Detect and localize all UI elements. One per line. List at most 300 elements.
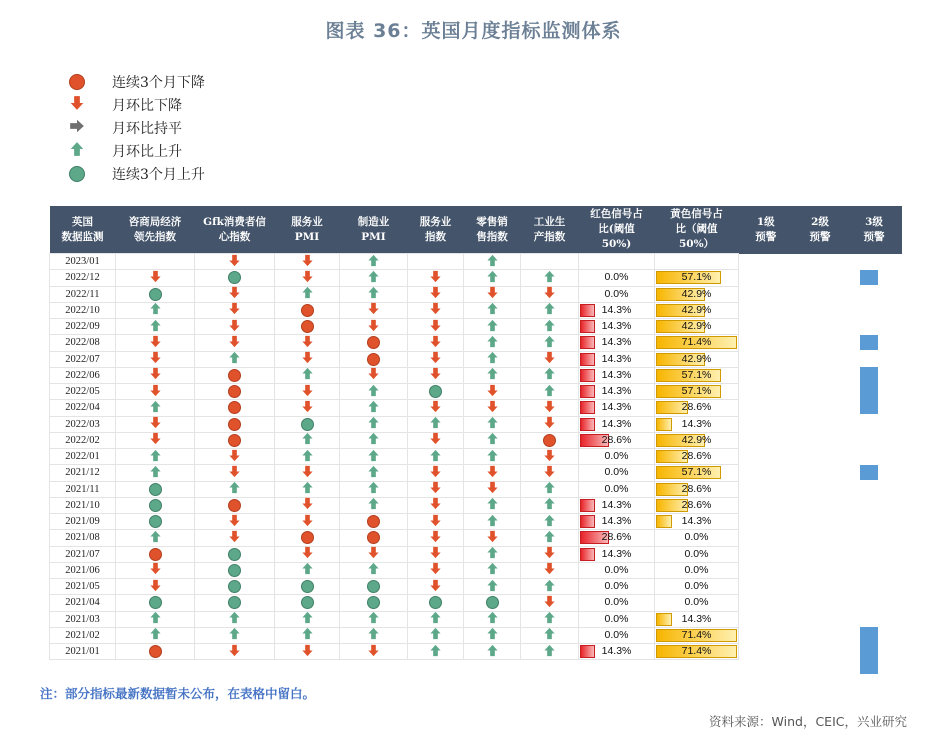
green-circle-icon <box>228 580 241 593</box>
signal-cell <box>275 611 340 627</box>
level3-warning-cell <box>847 384 902 400</box>
down-arrow-icon <box>429 302 442 318</box>
column-header-line: 2级 <box>811 215 829 228</box>
signal-cell <box>521 562 579 578</box>
down-arrow-icon <box>301 514 314 530</box>
signal-cell <box>195 432 275 448</box>
down-arrow-icon <box>367 319 380 335</box>
signal-cell <box>464 449 521 465</box>
red-share-cell <box>579 562 655 578</box>
signal-cell <box>116 302 195 318</box>
up-arrow-icon <box>543 627 556 643</box>
signal-cell <box>521 497 579 513</box>
signal-cell <box>275 319 340 335</box>
red-share-cell <box>579 351 655 367</box>
down-arrow-icon <box>228 530 241 546</box>
table-row <box>50 270 902 286</box>
green-circle-icon <box>367 580 380 593</box>
signal-cell <box>275 644 340 660</box>
month-cell: 2021/10 <box>50 497 116 513</box>
legend-label: 连续3个月下降 <box>112 74 205 91</box>
level3-warning-cell <box>847 481 902 497</box>
up-arrow-icon <box>543 367 556 383</box>
level3-warning-cell <box>847 562 902 578</box>
yellow-share-bar-label: 71.4% <box>681 336 712 349</box>
legend-label: 月环比下降 <box>112 97 182 114</box>
up-arrow-icon <box>149 449 162 465</box>
signal-cell <box>464 351 521 367</box>
yellow-share-bar-label: 57.1% <box>681 271 712 284</box>
signal-cell <box>464 319 521 335</box>
green-circle-icon <box>149 596 162 609</box>
up-arrow-icon <box>486 319 499 335</box>
signal-cell <box>340 254 408 270</box>
yellow-share-bar-label: 0.0% <box>684 580 709 593</box>
signal-cell <box>464 335 521 351</box>
signal-cell <box>275 254 340 270</box>
table-row <box>50 351 902 367</box>
signal-cell <box>464 481 521 497</box>
down-arrow-icon <box>301 546 314 562</box>
down-arrow-icon <box>429 400 442 416</box>
table-row <box>50 335 902 351</box>
signal-cell <box>464 465 521 481</box>
signal-cell <box>521 465 579 481</box>
signal-cell <box>408 319 464 335</box>
up-arrow-icon <box>301 432 314 448</box>
signal-cell <box>521 302 579 318</box>
yellow-share-bar-label: 28.6% <box>681 482 712 495</box>
up-arrow-icon <box>486 611 499 627</box>
signal-cell <box>408 644 464 660</box>
month-cell: 2021/09 <box>50 514 116 530</box>
legend-label: 连续3个月上升 <box>112 166 205 183</box>
down-arrow-icon <box>301 497 314 513</box>
signal-cell <box>521 514 579 530</box>
yellow-share-bar-label: 28.6% <box>681 450 712 463</box>
down-arrow-icon <box>486 481 499 497</box>
green-circle-icon <box>367 596 380 609</box>
up-arrow-icon <box>486 351 499 367</box>
level1-warning-cell <box>739 465 794 481</box>
green-circle-icon <box>429 596 442 609</box>
level3-warning-cell <box>847 367 902 383</box>
signal-cell <box>340 579 408 595</box>
table-row <box>50 449 902 465</box>
down-arrow-icon <box>228 449 241 465</box>
column-header-line: 英国 <box>72 215 93 228</box>
column-header-line: 50%） <box>678 238 715 250</box>
column-header-line: PMI <box>294 230 320 243</box>
legend-symbol <box>66 117 88 139</box>
down-arrow-icon <box>543 449 556 465</box>
signal-cell <box>195 627 275 643</box>
down-arrow-icon <box>69 95 85 115</box>
up-arrow-icon <box>149 611 162 627</box>
red-share-cell <box>579 497 655 513</box>
down-arrow-icon <box>228 644 241 660</box>
up-arrow-icon <box>367 449 380 465</box>
yellow-share-bar-label: 42.9% <box>681 287 712 300</box>
down-arrow-icon <box>228 514 241 530</box>
up-arrow-icon <box>301 627 314 643</box>
up-arrow-icon <box>367 627 380 643</box>
red-share-cell <box>579 302 655 318</box>
signal-cell <box>275 270 340 286</box>
down-arrow-icon <box>429 319 442 335</box>
signal-cell <box>408 351 464 367</box>
up-arrow-icon <box>367 416 380 432</box>
red-share-bar-label: 14.3% <box>601 303 632 316</box>
signal-cell <box>116 319 195 335</box>
table-row <box>50 367 902 383</box>
month-cell: 2021/05 <box>50 579 116 595</box>
column-header-line: 心指数 <box>218 230 251 243</box>
column-header-line: 指数 <box>425 230 446 243</box>
signal-cell <box>340 562 408 578</box>
signal-cell <box>521 319 579 335</box>
level3-warning-cell <box>847 465 902 481</box>
signal-cell <box>116 286 195 302</box>
signal-cell <box>116 497 195 513</box>
yellow-share-bar-label: 0.0% <box>684 596 709 609</box>
level2-warning-cell <box>794 400 847 416</box>
column-header-line: PMI <box>361 230 386 243</box>
month-cell: 2021/01 <box>50 644 116 660</box>
signal-cell <box>116 579 195 595</box>
signal-cell <box>408 384 464 400</box>
level2-warning-cell <box>794 254 847 270</box>
signal-cell <box>521 335 579 351</box>
up-arrow-icon <box>367 286 380 302</box>
up-arrow-icon <box>543 497 556 513</box>
signal-cell <box>340 627 408 643</box>
down-arrow-icon <box>486 286 499 302</box>
level2-warning-cell <box>794 432 847 448</box>
level2-warning-cell <box>794 481 847 497</box>
signal-cell <box>275 416 340 432</box>
up-arrow-icon <box>486 562 499 578</box>
up-arrow-icon <box>486 449 499 465</box>
table-row <box>50 627 902 643</box>
month-cell: 2021/06 <box>50 562 116 578</box>
level3-warning-cell <box>847 302 902 318</box>
red-share-cell <box>579 465 655 481</box>
signal-cell <box>408 579 464 595</box>
signal-cell <box>116 562 195 578</box>
signal-cell <box>521 644 579 660</box>
green-circle-icon <box>429 385 442 398</box>
down-arrow-icon <box>149 562 162 578</box>
red-share-bar-label: 28.6% <box>601 531 632 544</box>
yellow-share-bar-label: 71.4% <box>681 645 712 658</box>
month-cell: 2021/04 <box>50 595 116 611</box>
month-cell: 2021/08 <box>50 530 116 546</box>
red-share-cell <box>579 449 655 465</box>
level2-warning-cell <box>794 546 847 562</box>
signal-cell <box>340 270 408 286</box>
up-arrow-icon <box>429 416 442 432</box>
up-arrow-icon <box>301 562 314 578</box>
level1-warning-cell <box>739 384 794 400</box>
signal-cell <box>521 579 579 595</box>
up-arrow-icon <box>367 611 380 627</box>
up-arrow-icon <box>543 530 556 546</box>
signal-cell <box>464 416 521 432</box>
signal-cell <box>340 530 408 546</box>
red-share-cell <box>579 270 655 286</box>
red-share-bar-label: 14.3% <box>601 352 632 365</box>
signal-cell <box>195 335 275 351</box>
legend-item <box>66 70 205 93</box>
month-cell: 2022/11 <box>50 286 116 302</box>
month-cell: 2022/01 <box>50 449 116 465</box>
yellow-share-cell <box>655 595 739 611</box>
level2-warning-cell <box>794 367 847 383</box>
up-arrow-icon <box>301 481 314 497</box>
signal-cell <box>464 546 521 562</box>
red-share-bar-label: 14.3% <box>601 498 632 511</box>
level1-warning-cell <box>739 627 794 643</box>
table-row <box>50 254 902 270</box>
signal-cell <box>195 514 275 530</box>
red-share-cell <box>579 514 655 530</box>
level3-warning-cell <box>847 270 902 286</box>
down-arrow-icon <box>543 351 556 367</box>
up-arrow-icon <box>149 627 162 643</box>
up-arrow-icon <box>149 319 162 335</box>
level1-warning-cell <box>739 595 794 611</box>
column-header <box>116 206 195 254</box>
up-arrow-icon <box>486 254 499 270</box>
month-cell: 2022/08 <box>50 335 116 351</box>
up-arrow-icon <box>429 627 442 643</box>
signal-cell <box>275 595 340 611</box>
up-arrow-icon <box>486 416 499 432</box>
green-circle-icon <box>228 548 241 561</box>
up-arrow-icon <box>301 449 314 465</box>
yellow-share-cell <box>655 579 739 595</box>
signal-cell <box>116 449 195 465</box>
red-circle-icon <box>543 434 556 447</box>
up-arrow-icon <box>486 644 499 660</box>
column-header <box>739 206 794 254</box>
signal-cell <box>116 384 195 400</box>
column-header <box>340 206 408 254</box>
down-arrow-icon <box>228 254 241 270</box>
down-arrow-icon <box>429 367 442 383</box>
signal-cell <box>340 497 408 513</box>
yellow-share-bar-label: 71.4% <box>681 628 712 641</box>
up-arrow-icon <box>543 579 556 595</box>
green-circle-icon <box>301 580 314 593</box>
level2-warning-cell <box>794 416 847 432</box>
up-arrow-icon <box>149 400 162 416</box>
up-arrow-icon <box>367 254 380 270</box>
signal-cell <box>340 384 408 400</box>
signal-cell <box>275 335 340 351</box>
level3-warning-cell <box>847 611 902 627</box>
down-arrow-icon <box>429 514 442 530</box>
signal-cell <box>464 611 521 627</box>
signal-cell <box>195 302 275 318</box>
yellow-share-bar-label: 57.1% <box>681 385 712 398</box>
table-row <box>50 302 902 318</box>
yellow-share-bar-label: 0.0% <box>684 547 709 560</box>
signal-cell <box>408 530 464 546</box>
signal-cell <box>116 400 195 416</box>
signal-cell <box>116 351 195 367</box>
level3-warning-cell <box>847 400 902 416</box>
signal-cell <box>116 644 195 660</box>
column-header-line: 零售销 <box>476 215 508 228</box>
legend-label: 月环比持平 <box>112 120 182 137</box>
level3-warning-cell <box>847 254 902 270</box>
down-arrow-icon <box>429 286 442 302</box>
red-share-cell <box>579 481 655 497</box>
signal-cell <box>275 546 340 562</box>
red-share-cell <box>579 595 655 611</box>
red-circle-icon <box>228 434 241 447</box>
yellow-share-bar-label: 57.1% <box>681 466 712 479</box>
up-arrow-icon <box>367 400 380 416</box>
signal-cell <box>521 611 579 627</box>
signal-cell <box>195 611 275 627</box>
level3-warning-cell <box>847 416 902 432</box>
level2-warning-cell <box>794 449 847 465</box>
level3-warning-mark <box>860 465 878 480</box>
level3-warning-cell <box>847 579 902 595</box>
level1-warning-cell <box>739 367 794 383</box>
yellow-share-bar-label: 42.9% <box>681 352 712 365</box>
level3-warning-cell <box>847 286 902 302</box>
red-share-bar-label: 0.0% <box>604 628 629 641</box>
red-share-bar-label: 0.0% <box>604 482 629 495</box>
red-share-bar-label: 14.3% <box>601 645 632 658</box>
up-arrow-icon <box>228 627 241 643</box>
red-share-bar-label: 14.3% <box>601 515 632 528</box>
level2-warning-cell <box>794 497 847 513</box>
down-arrow-icon <box>301 270 314 286</box>
legend-item <box>66 139 205 162</box>
yellow-share-cell <box>655 367 739 383</box>
month-cell: 2021/03 <box>50 611 116 627</box>
level2-warning-cell <box>794 579 847 595</box>
down-arrow-icon <box>429 497 442 513</box>
column-header-line: 制造业 <box>357 215 390 228</box>
red-share-cell <box>579 546 655 562</box>
down-arrow-icon <box>429 579 442 595</box>
up-arrow-icon <box>486 302 499 318</box>
signal-cell <box>116 514 195 530</box>
up-arrow-icon <box>301 367 314 383</box>
signal-cell <box>521 286 579 302</box>
yellow-share-cell <box>655 384 739 400</box>
table-row <box>50 497 902 513</box>
red-share-bar-label: 14.3% <box>601 547 632 560</box>
level1-warning-cell <box>739 254 794 270</box>
legend-item <box>66 116 205 139</box>
down-arrow-icon <box>429 546 442 562</box>
yellow-share-bar-label: 14.3% <box>681 612 712 625</box>
up-arrow-icon <box>367 432 380 448</box>
level1-warning-cell <box>739 481 794 497</box>
signal-cell <box>195 416 275 432</box>
signal-cell <box>275 530 340 546</box>
column-header <box>275 206 340 254</box>
column-header-line: 比（阈值 <box>675 223 718 235</box>
down-arrow-icon <box>228 302 241 318</box>
up-arrow-icon <box>228 611 241 627</box>
red-circle-icon <box>301 320 314 333</box>
level1-warning-cell <box>739 335 794 351</box>
signal-cell <box>195 319 275 335</box>
level1-warning-cell <box>739 270 794 286</box>
red-circle-icon <box>149 548 162 561</box>
column-header <box>655 206 739 254</box>
red-share-cell <box>579 432 655 448</box>
table-row <box>50 400 902 416</box>
signal-cell <box>275 481 340 497</box>
month-cell: 2021/02 <box>50 627 116 643</box>
signal-cell <box>116 546 195 562</box>
column-header <box>408 206 464 254</box>
down-arrow-icon <box>543 465 556 481</box>
red-share-bar-label: 14.3% <box>601 320 632 333</box>
signal-cell <box>340 546 408 562</box>
yellow-share-cell <box>655 319 739 335</box>
yellow-share-bar-label: 42.9% <box>681 303 712 316</box>
red-share-cell <box>579 319 655 335</box>
level1-warning-cell <box>739 611 794 627</box>
signal-cell <box>116 530 195 546</box>
legend-label: 月环比上升 <box>112 143 182 160</box>
signal-cell <box>340 449 408 465</box>
signal-cell <box>340 644 408 660</box>
down-arrow-icon <box>228 335 241 351</box>
green-circle-icon <box>228 596 241 609</box>
red-share-bar-label: 28.6% <box>601 433 632 446</box>
signal-cell <box>408 254 464 270</box>
yellow-share-cell <box>655 562 739 578</box>
signal-cell <box>464 400 521 416</box>
signal-cell <box>195 579 275 595</box>
table-row <box>50 611 902 627</box>
signal-cell <box>195 546 275 562</box>
column-header-line: 服务业 <box>291 215 323 228</box>
signal-cell <box>521 351 579 367</box>
column-header <box>579 206 655 254</box>
down-arrow-icon <box>301 465 314 481</box>
yellow-share-bar-label: 14.3% <box>681 515 712 528</box>
signal-cell <box>275 400 340 416</box>
table-row <box>50 286 902 302</box>
signal-cell <box>340 286 408 302</box>
red-circle-icon <box>367 336 380 349</box>
chart-title: 图表 36：英国月度指标监测体系 <box>325 20 622 42</box>
signal-cell <box>521 254 579 270</box>
signal-cell <box>275 286 340 302</box>
yellow-share-cell <box>655 432 739 448</box>
level2-warning-cell <box>794 562 847 578</box>
up-arrow-icon <box>367 562 380 578</box>
green-circle-icon <box>301 596 314 609</box>
red-circle-icon <box>228 499 241 512</box>
down-arrow-icon <box>301 400 314 416</box>
yellow-share-bar-label: 42.9% <box>681 433 712 446</box>
level1-warning-cell <box>739 497 794 513</box>
table-header-row <box>50 206 902 254</box>
